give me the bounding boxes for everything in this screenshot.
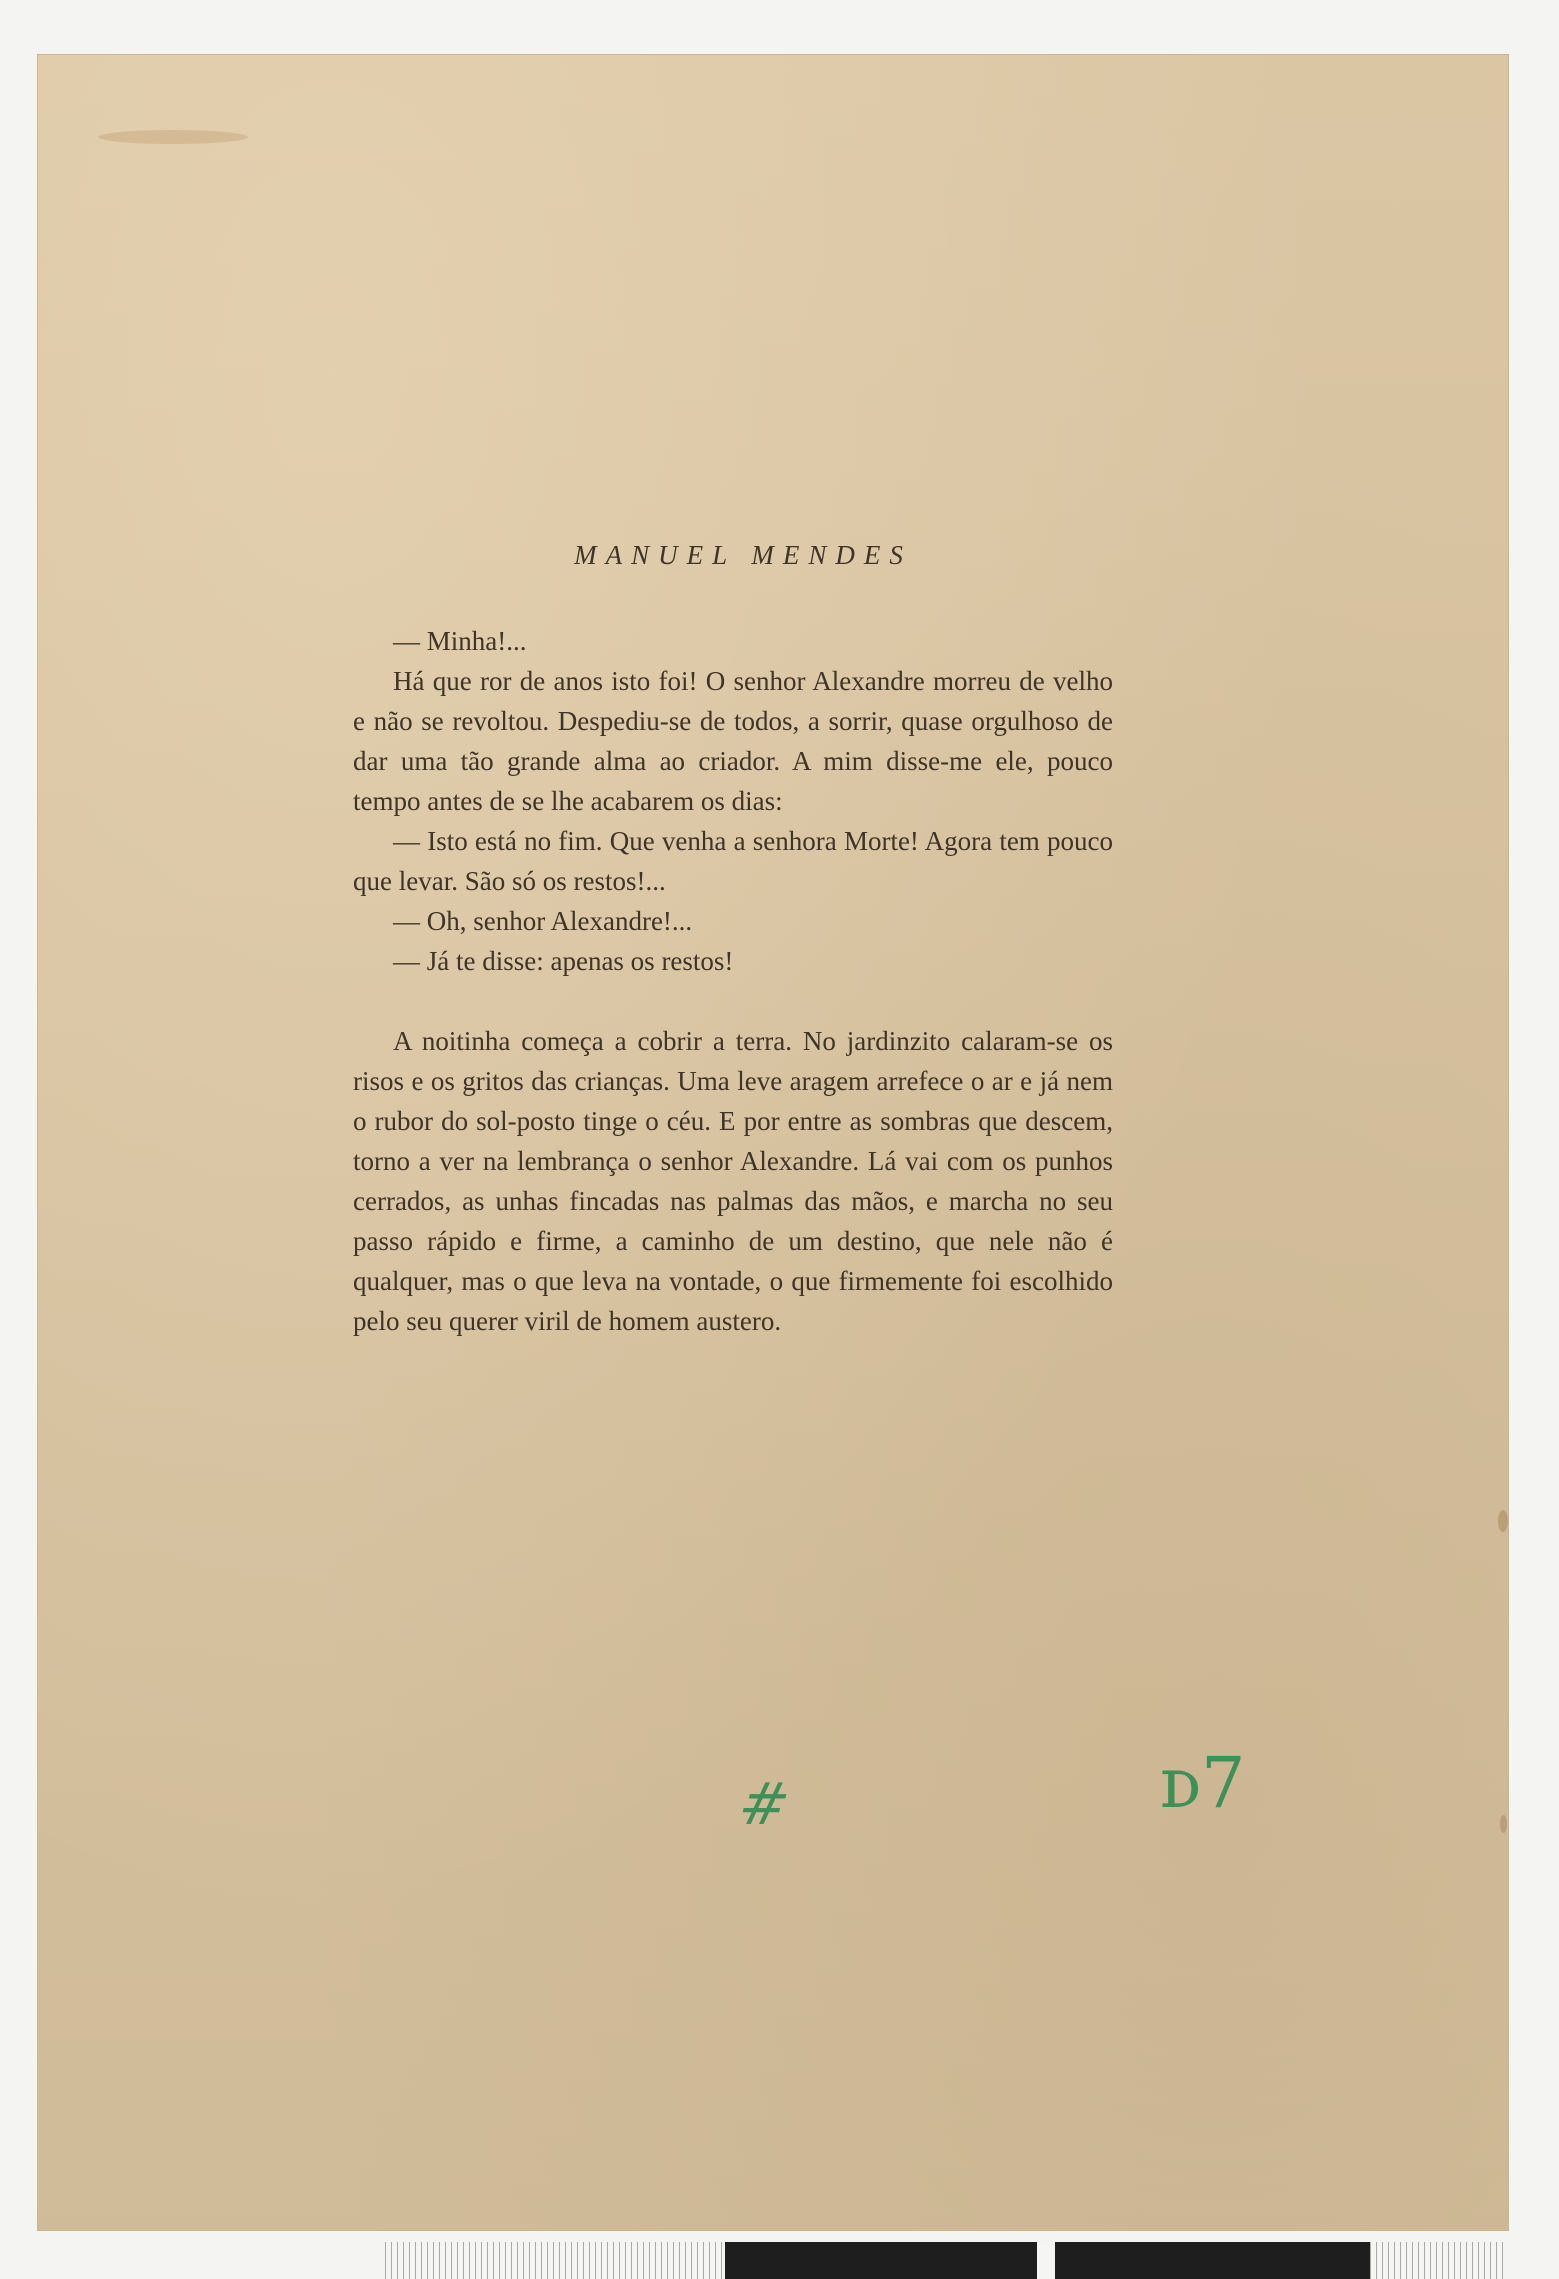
pencil-page-mark-center: # <box>732 1770 796 1838</box>
closing-paragraph: A noitinha começa a cobrir a terra. No jardinzito calaram-se os risos e os gritos das crianças. Uma leve aragem arrefece o ar e já nem o rubor do sol-posto tinge o céu. E por entre as sombras que descem, torno a ver na lembrança o senhor Alexandre. Lá vai com os punhos cerrados, as unhas fincadas nas palmas das mãos, e marcha no seu passo rápido e firme, a caminho de um destino, que nele não é qualquer, mas o que leva na vontade, o que firmemente foi escolhido pelo seu querer viril de homem austero. <box>353 1026 1113 1336</box>
ruler-ticks <box>1370 2242 1505 2279</box>
text-block <box>353 540 1113 1341</box>
dialogue-line: — Isto está no fim. Que venha a senhora Morte! Agora tem pouco que levar. São só os restos!... <box>353 826 1113 896</box>
ruler-black-block <box>725 2242 1037 2279</box>
ruler-ticks <box>385 2242 725 2279</box>
foxing-stain <box>98 130 248 144</box>
body-paragraph: Há que ror de anos isto foi! O senhor Alexandre morreu de velho e não se revoltou. Despediu-se de todos, a sorrir, quase orgulhoso de dar uma tão grande alma ao criador. A mim disse-me ele, pouco tempo antes de se lhe acabarem os dias: <box>353 666 1113 816</box>
paragraph-gap <box>353 981 1113 1021</box>
ruler-black-block <box>1055 2242 1370 2279</box>
dialogue-line: — Oh, senhor Alexandre!... <box>393 906 693 936</box>
foxing-stain <box>1498 1510 1508 1532</box>
running-head: MANUEL MENDES <box>574 540 912 570</box>
dialogue-line: — Minha!... <box>393 626 527 656</box>
foxing-stain <box>1500 1815 1507 1833</box>
scale-ruler <box>385 2242 1505 2279</box>
pencil-page-mark-right: ᴅ7 <box>1160 1742 1246 1824</box>
dialogue-line: — Já te disse: apenas os restos! <box>393 946 734 976</box>
